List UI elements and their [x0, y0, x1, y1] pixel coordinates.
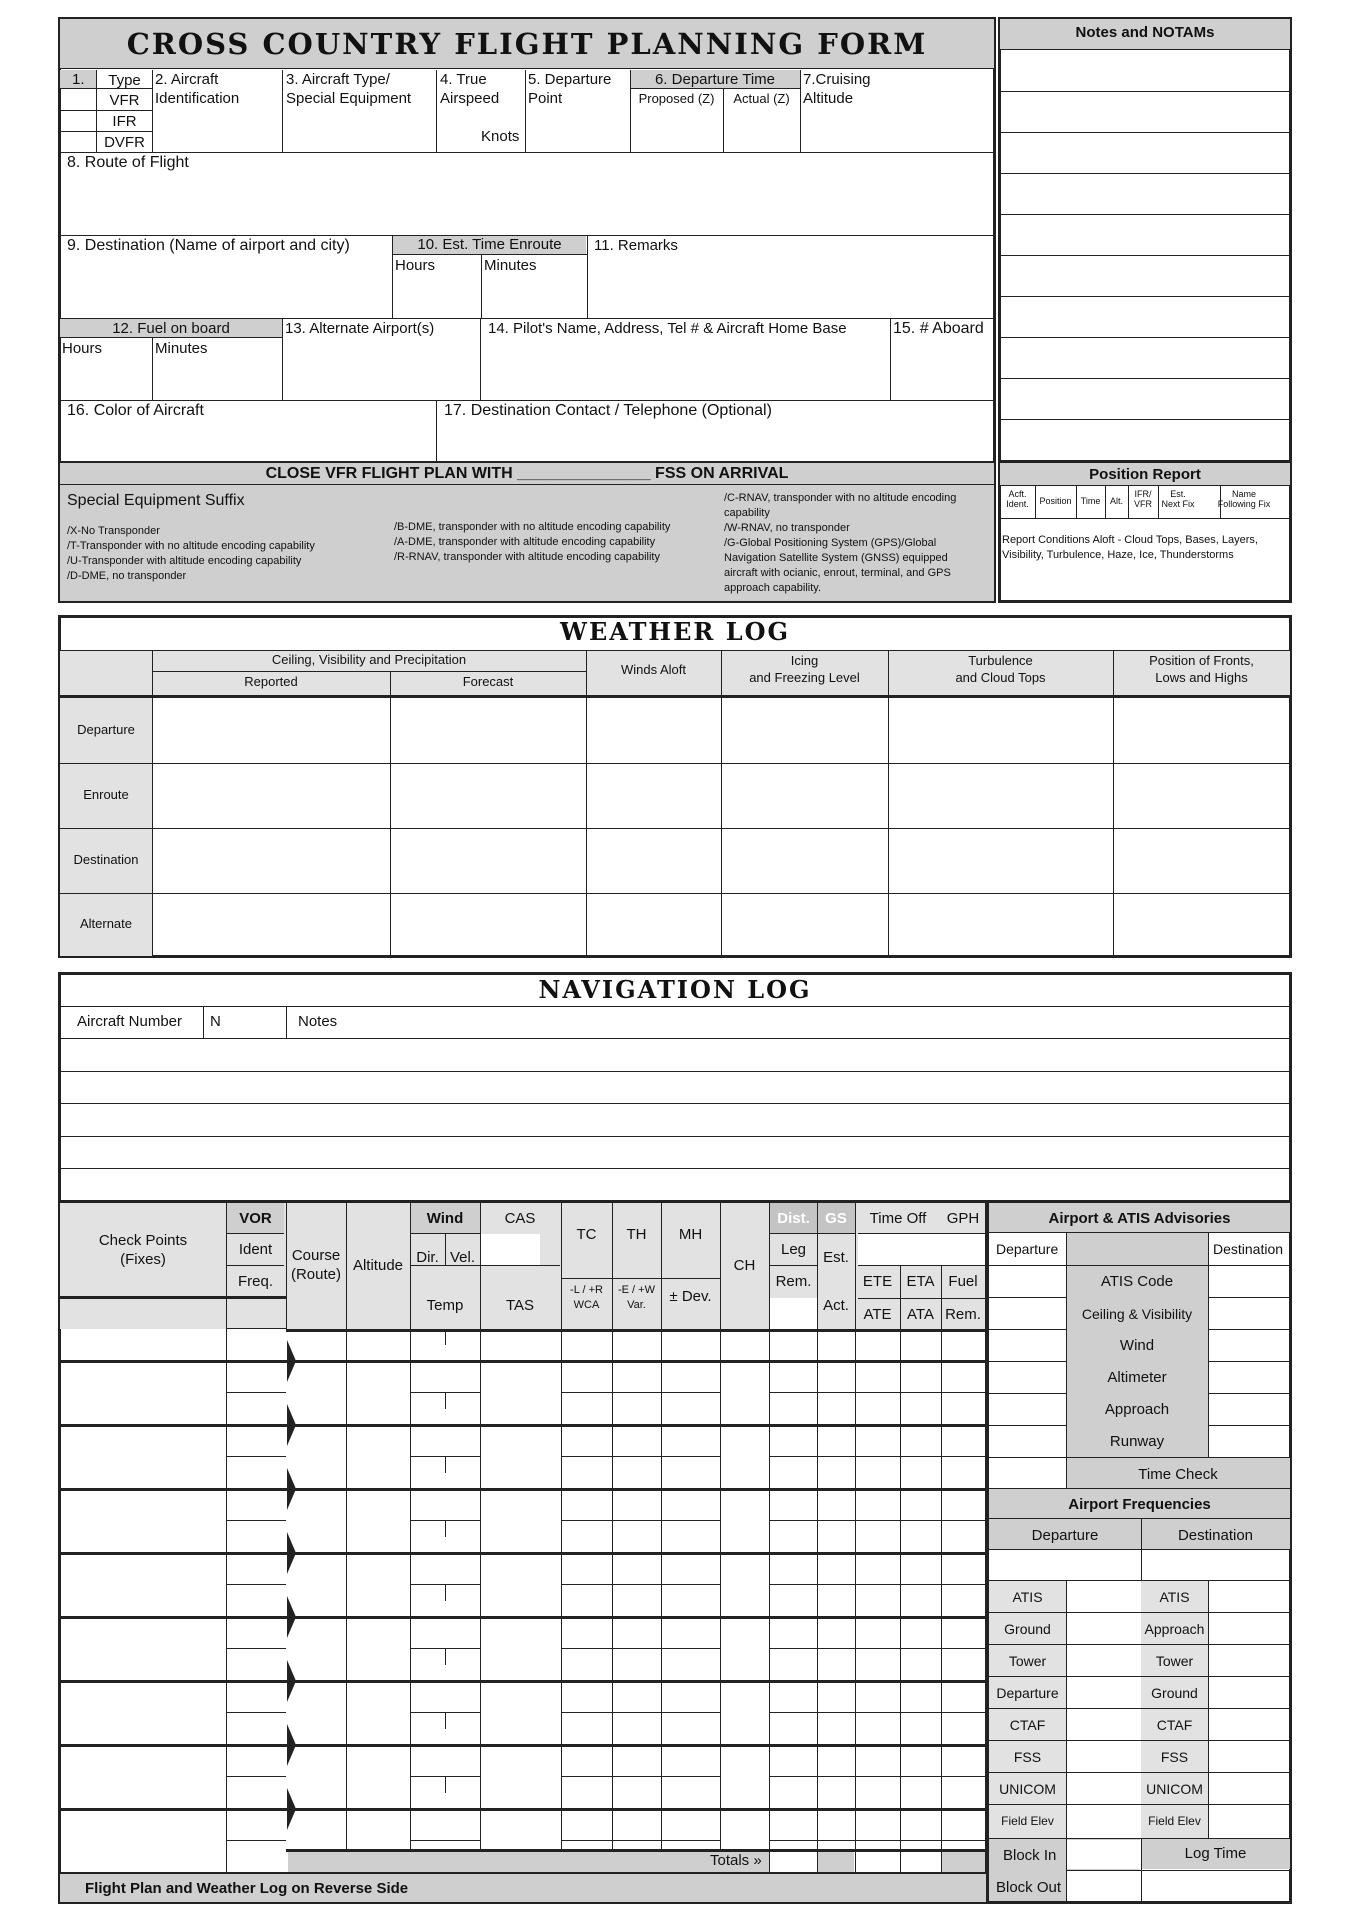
leg-arrow [287, 1340, 296, 1382]
wind-vel-header: Vel. [449, 1249, 476, 1266]
n-number-prefix: N [210, 1013, 221, 1030]
ete-header: ETE [862, 1273, 893, 1290]
fuel-header: Fuel [948, 1273, 978, 1290]
proposed-time-label: Proposed (Z) [638, 91, 715, 106]
leg-arrow [287, 1532, 296, 1574]
type-label: Type [108, 72, 141, 89]
rem-fuel-header: Rem. [945, 1306, 981, 1323]
wx-forecast-header: Forecast [462, 674, 514, 689]
pos-col-ifrvfr: IFR/ VFR [1134, 489, 1152, 510]
dist-header: Dist. [777, 1210, 810, 1227]
dest-freq-unicom: UNICOM [1146, 1781, 1203, 1797]
suffix-d: /D-DME, no transponder [67, 570, 187, 582]
field-7-label-b: Altitude [803, 90, 854, 107]
field-17-label: 17. Destination Contact / Telephone (Optional) [444, 402, 772, 419]
totals-label: Totals » [710, 1852, 762, 1869]
pos-col-position: Position [1039, 496, 1072, 506]
suffix-c-b: capability [724, 507, 770, 519]
airport-frequencies-title: Airport Frequencies [1068, 1496, 1211, 1513]
field-13-label: 13. Alternate Airport(s) [285, 320, 435, 337]
course-header-b: (Route) [290, 1266, 342, 1283]
atis-wind-label: Wind [1119, 1337, 1155, 1354]
freq-destination-header: Destination [1177, 1527, 1254, 1544]
var-header: -E / +W [618, 1284, 655, 1296]
pos-col-alt: Alt. [1109, 496, 1123, 506]
position-note-1: Report Conditions Aloft - Cloud Tops, Bases, Layers, [1002, 534, 1258, 546]
time-check-label: Time Check [1138, 1466, 1218, 1483]
field-16-label: 16. Color of Aircraft [67, 402, 204, 419]
dest-freq-ctaf: CTAF [1156, 1717, 1193, 1733]
approach-label: Approach [1104, 1401, 1170, 1418]
suffix-title: Special Equipment Suffix [67, 492, 245, 509]
fuel-minutes-label: Minutes [155, 340, 208, 357]
leg-arrow [287, 1404, 296, 1446]
field-4-label: 4. True [440, 71, 487, 88]
gph-header: GPH [946, 1210, 980, 1227]
freq-departure-header: Departure [1031, 1527, 1099, 1544]
ifr-checkbox-label[interactable]: IFR [112, 113, 137, 130]
dest-freq-tower: Tower [1155, 1653, 1194, 1669]
leg-arrow [287, 1788, 296, 1830]
altimeter-label: Altimeter [1107, 1369, 1167, 1386]
mh-header: MH [678, 1226, 703, 1243]
tas-header: TAS [505, 1297, 535, 1314]
suffix-u: /U-Transponder with altitude encoding capability [67, 555, 302, 567]
dep-freq-departure: Departure [996, 1685, 1059, 1701]
field-14-label: 14. Pilot's Name, Address, Tel # & Aircraft Home Base [488, 320, 847, 337]
wx-ceiling-header: Ceiling, Visibility and Precipitation [271, 652, 467, 667]
wx-reported-header: Reported [244, 674, 298, 689]
wx-icing-header: Icing [790, 653, 819, 668]
field-11-label: 11. Remarks [594, 237, 678, 254]
field-5-label: 5. Departure [528, 71, 612, 88]
atis-destination-label: Destination [1213, 1241, 1284, 1257]
suffix-t: /T-Transponder with no altitude encoding capability [67, 540, 315, 552]
field-2-label-b: Identification [155, 90, 240, 107]
leg-arrow [287, 1468, 296, 1510]
wca-header-b: WCA [573, 1299, 600, 1311]
suffix-c: /C-RNAV, transponder with no altitude encoding [724, 492, 957, 504]
dest-freq-fss: FSS [1160, 1749, 1189, 1765]
leg-arrow [287, 1660, 296, 1702]
wx-turb-header: Turbulence [968, 653, 1033, 668]
pos-col-time: Time [1080, 496, 1101, 506]
th-header: TH [626, 1226, 647, 1243]
wx-row-enroute: Enroute [83, 787, 129, 802]
field-9-label: 9. Destination (Name of airport and city) [67, 237, 350, 254]
var-header-b: Var. [627, 1299, 646, 1311]
dest-freq-ground: Ground [1151, 1685, 1198, 1701]
field-5-label-b: Point [528, 90, 563, 107]
dvfr-checkbox-label[interactable]: DVFR [104, 134, 145, 151]
field-7-label: 7.Cruising [803, 71, 871, 88]
suffix-g-c: aircraft with ocianic, enrout, terminal, and GPS [724, 567, 951, 579]
field-10-label: 10. Est. Time Enroute [417, 236, 562, 253]
dep-freq-atis: ATIS [1012, 1589, 1043, 1605]
suffix-w: /W-RNAV, no transponder [724, 522, 850, 534]
dest-field-elev: Field Elev [1148, 1814, 1201, 1828]
ata-header: ATA [907, 1306, 934, 1323]
pos-col-following: Name Following Fix [1217, 489, 1271, 510]
field-1-label: 1. [72, 71, 85, 88]
close-flight-plan-note: CLOSE VFR FLIGHT PLAN WITH _______________ FSS ON ARRIVAL [265, 465, 789, 482]
vfr-checkbox-label[interactable]: VFR [109, 92, 140, 109]
gs-header: GS [825, 1210, 847, 1227]
dep-freq-unicom: UNICOM [999, 1781, 1056, 1797]
suffix-g-b: Navigation Satellite System (GNSS) equipped [724, 552, 948, 564]
atis-departure-label: Departure [996, 1241, 1059, 1257]
dev-header: ± Dev. [669, 1288, 712, 1305]
nav-notes-label: Notes [298, 1013, 338, 1030]
course-header: Course [291, 1247, 341, 1264]
cas-header: CAS [504, 1210, 536, 1227]
suffix-g-d: approach capability. [724, 582, 822, 594]
field-3-label-b: Special Equipment [286, 90, 412, 107]
leg-arrow [287, 1596, 296, 1638]
ate-header: ATE [863, 1306, 892, 1323]
block-in-label: Block In [1003, 1847, 1057, 1864]
dest-freq-approach: Approach [1144, 1621, 1205, 1637]
notams-title: Notes and NOTAMs [1075, 24, 1215, 41]
minutes-label: Minutes [484, 257, 537, 274]
field-6-label: 6. Departure Time [654, 71, 776, 88]
weather-log-title: WEATHER LOG [560, 617, 790, 646]
navigation-log-title: NAVIGATION LOG [538, 975, 812, 1004]
vor-header: VOR [239, 1210, 272, 1227]
temp-header: Temp [426, 1297, 464, 1314]
tc-header: TC [576, 1226, 597, 1243]
atis-title: Airport & ATIS Advisories [1048, 1210, 1231, 1227]
field-8-label: 8. Route of Flight [67, 154, 189, 171]
position-note-2: Visibility, Turbulence, Haze, Ice, Thunderstorms [1002, 549, 1234, 561]
rem-header: Rem. [775, 1273, 812, 1290]
field-2-label: 2. Aircraft [155, 71, 219, 88]
wind-header: Wind [426, 1210, 464, 1227]
dep-freq-ground: Ground [1004, 1621, 1051, 1637]
dep-freq-ctaf: CTAF [1009, 1717, 1046, 1733]
suffix-a: /A-DME, transponder with altitude encoding capability [394, 536, 656, 548]
field-3-label: 3. Aircraft Type/ [286, 71, 390, 88]
suffix-g: /G-Global Positioning System (GPS)/Global [724, 537, 937, 549]
suffix-x: /X-No Transponder [67, 525, 160, 537]
checkpoints-header-b: (Fixes) [120, 1251, 166, 1268]
fuel-hours-label: Hours [62, 340, 103, 357]
leg-header: Leg [780, 1241, 807, 1258]
wx-row-alternate: Alternate [79, 916, 133, 931]
checkpoints-header: Check Points [98, 1232, 188, 1249]
form-title: CROSS COUNTRY FLIGHT PLANNING FORM [126, 27, 928, 61]
hours-label: Hours [395, 257, 436, 274]
pos-col-estnext: Est. Next Fix [1161, 489, 1195, 510]
altitude-header: Altitude [352, 1257, 404, 1274]
wx-winds-header: Winds Aloft [620, 662, 687, 677]
eta-header: ETA [906, 1273, 935, 1290]
suffix-r: /R-RNAV, transponder with altitude encoding capability [394, 551, 660, 563]
dep-freq-tower: Tower [1008, 1653, 1047, 1669]
est-header: Est. [823, 1249, 849, 1266]
wx-row-departure: Departure [77, 722, 135, 737]
atis-code-label: ATIS Code [1100, 1273, 1174, 1290]
wx-turb-header-b: and Cloud Tops [955, 670, 1046, 685]
leg-arrow [287, 1724, 296, 1766]
runway-label: Runway [1109, 1433, 1165, 1450]
nav-footer-note: Flight Plan and Weather Log on Reverse Side [85, 1880, 409, 1897]
wind-dir-header: Dir. [416, 1249, 439, 1266]
field-4-label-b: Airspeed [440, 90, 500, 107]
time-off-header: Time Off [869, 1210, 927, 1227]
pos-col-ident: Acft. Ident. [1006, 489, 1029, 510]
dep-freq-fss: FSS [1013, 1749, 1042, 1765]
wx-icing-header-b: and Freezing Level [749, 670, 860, 685]
wx-fronts-header: Position of Fronts, [1149, 653, 1254, 668]
act-header: Act. [823, 1297, 849, 1314]
block-out-label: Block Out [996, 1879, 1062, 1896]
wx-row-destination: Destination [73, 852, 139, 867]
ceiling-visibility-label: Ceiling & Visibility [1081, 1306, 1193, 1322]
ident-header: Ident [238, 1241, 273, 1258]
actual-time-label: Actual (Z) [733, 91, 790, 106]
log-time-label: Log Time [1184, 1845, 1247, 1862]
freq-header: Freq. [237, 1273, 273, 1290]
wca-header: -L / +R [570, 1284, 603, 1296]
wx-fronts-header-b: Lows and Highs [1155, 670, 1248, 685]
field-15-label: 15. # Aboard [893, 320, 984, 337]
notams-panel [998, 17, 1292, 603]
position-report-title: Position Report [1089, 466, 1201, 483]
dest-freq-atis: ATIS [1159, 1589, 1190, 1605]
ch-header: CH [733, 1257, 756, 1274]
field-12-label: 12. Fuel on board [112, 320, 230, 337]
suffix-b: /B-DME, transponder with no altitude encoding capability [394, 521, 671, 533]
knots-label: Knots [481, 128, 520, 145]
aircraft-number-label: Aircraft Number [77, 1013, 183, 1030]
dep-field-elev: Field Elev [1001, 1814, 1054, 1828]
